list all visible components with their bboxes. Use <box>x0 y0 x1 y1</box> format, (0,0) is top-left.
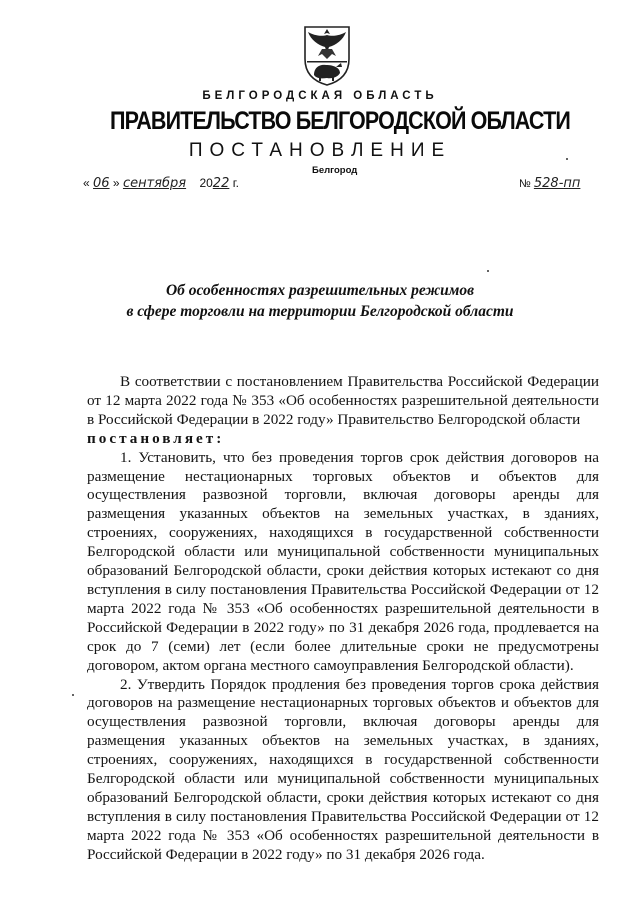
date-year-prefix: 20 <box>199 176 213 190</box>
date-day: 06 <box>93 176 110 191</box>
item-2-paragraph: 2. Утвердить Порядок продления без проведения торгов срока действия договоров на размещение нестационарных торговых объектов и объектов для осуществления развозной торговли, включая договоры аренды для размещения указанных объектов на земельных участках, в зданиях, строениях, сооружениях, находящихся в государственной собственности Белгородской области или муниципальной собственности муниципальных образований Белгородской области, сроки действия которых истекают со дня вступления в силу постановления Правительства Российской Федерации от 12 марта 2022 года № 353 «Об особенностях разрешительной деятельности в Российской Федерации в 2022 году» по 31 декабря 2026 года. <box>87 675 599 863</box>
government-name: ПРАВИТЕЛЬСТВО БЕЛГОРОДСКОЙ ОБЛАСТИ <box>110 107 570 135</box>
date-close-quote: » <box>112 176 120 190</box>
document-title <box>0 280 640 322</box>
region-name: БЕЛГОРОДСКАЯ ОБЛАСТЬ <box>202 90 438 102</box>
coat-of-arms-icon <box>302 23 352 87</box>
city-name: Белгород <box>312 165 358 176</box>
item-1-paragraph: 1. Установить, что без проведения торгов срок действия договоров на размещение нестационарных торговых объектов и объектов для осуществления развозной торговли, включая договоры аренды для размещения указанных объектов на земельных участках, в зданиях, строениях, сооружениях, находящихся в государственной собственности Белгородской области или муниципальной собственности муниципальных образований Белгородской области, сроки действия которых истекают со дня вступления в силу постановления Правительства Российской Федерации от 12 марта 2022 года № 353 «Об особенностях разрешительной деятельности в Российской Федерации в 2022 году» по 31 декабря 2026 года, продлевается на срок до 7 (семи) лет (если более длительные сроки не предусмотрены договором, актом органа местного самоуправления Белгородской области). <box>87 448 599 674</box>
date-year-suffix: 22 <box>212 176 230 191</box>
document-date <box>83 176 239 191</box>
title-line-2: в сфере торговли на территории Белгородской области <box>126 303 514 320</box>
date-year-g: г. <box>232 176 239 190</box>
date-open-quote: « <box>83 176 90 190</box>
preamble-paragraph: В соответствии с постановлением Правительства Российской Федерации от 12 марта 2022 года № 353 «Об особенностях разрешительной деятельности в Российской Федерации в 2022 году» Правительство Белгородской области <box>87 373 599 428</box>
date-month: сентября <box>122 176 187 191</box>
document-body <box>87 373 599 865</box>
number-value: 528-пп <box>533 176 581 191</box>
scan-speck <box>487 270 489 272</box>
number-label: № <box>519 178 531 190</box>
title-line-1: Об особенностях разрешительных режимов <box>165 282 475 299</box>
scan-speck <box>72 694 74 696</box>
decree-word: постановляет: <box>87 429 225 447</box>
document-number <box>519 176 580 191</box>
document-type: ПОСТАНОВЛЕНИЕ <box>188 140 452 161</box>
scan-speck <box>566 158 568 160</box>
